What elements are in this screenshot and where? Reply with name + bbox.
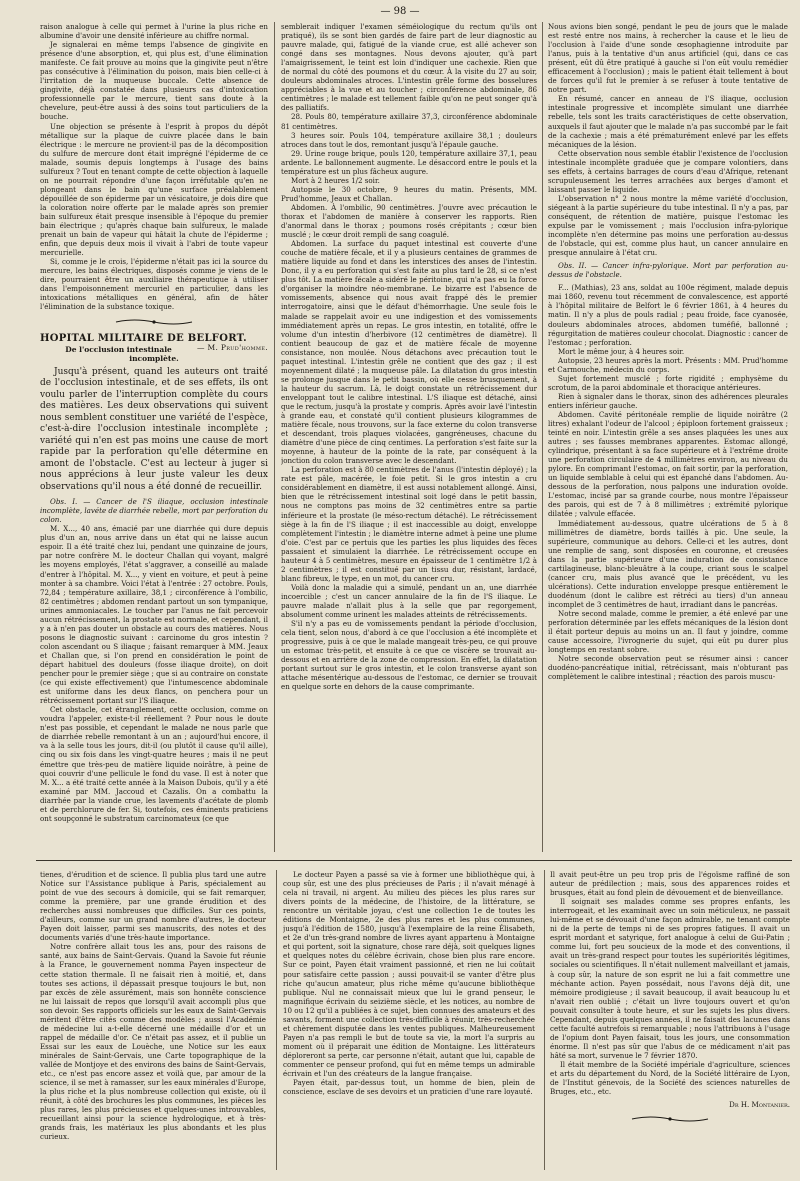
- obituary-column-3: [550, 870, 790, 1170]
- paragraph: Notre confrère allait tous les ans, pour des raisons de santé, aux bains de Saint-Gervais. Quand la Savoie fut réunie à la France, le gouvernement nomma Payen inspecteur de cette station thermale. Il ne faisait rien à moitié, et, dans toutes ses actions, il dépassait presque toujours le but, non par excès de zèle assurément, mais son honnête conscience ne lui laissait de repos que lorsqu'il avait accompli plus que son devoir. Ses rapports officiels sur les eaux de Saint-Gervais méritent d'être cités comme des modèles ; aussi l'Académie de médecine lui a-t-elle décerné une médaille d'or et un rappel de médaille d'or. Ce n'était pas assez, et il publie un Essai sur les eaux de Louèche, une Notice sur les eaux minérales de Saint-Gervais, une Carte topographique de la vallée de Montjoye et des environs des bains de Saint-Gervais, etc., ce n'est pas encore assez et voilà que, par amour de la science, il se met à ramasser, sur les eaux minérales d'Europe, la plus riche et la plus nombreuse collection qui existe, où il réunit, à côté des brochures les plus communes, les pièces les plus rares, les plus précieuses et quelques-unes introuvables, recueillant ainsi pour la science hydrologique, et à très-grands frais, les matériaux les plus abondants et les plus curieux.: [40, 942, 266, 1142]
- paragraph: Il avait peut-être un peu trop pris de l'égoïsme raffiné de son auteur de prédilection ; mais, sous des apparences roides et brusques, était au fond plein de dévouement et de bienveillance.: [550, 870, 790, 898]
- ornament-divider: [114, 318, 194, 326]
- paragraph: Autopsie, 23 heures après la mort. Présents : MM. Prud'homme et Carmouche, médecin du corps.: [548, 355, 788, 374]
- paragraph: Cette observation nous semble établir l'existence de l'occlusion intestinale incomplète graduée que je compare volontiers, dans ses effets, à certains barrages de cours d'eau d'Afrique, retenant scrupuleusement les terres arrachées aux berges d'amont et laissant passer le liquide.: [548, 148, 788, 194]
- paragraph: S'il n'y a pas eu de vomissements pendant la période d'occlusion, cela tient, selon nous, d'abord à ce que l'occlusion a été incomplète et progressive, puis à ce que le malade mangeait très-peu, ce qui prouve un estomac très-petit, et ensuite à ce que ce viscère se trouvait au-dessous et en arrière de la zone de compression. En effet, la dilatation portant surtout sur le gros intestin, et le colon transverse ayant son attache mésentérique au-dessous de l'estomac, ce dernier se trouvait en quelque sorte en dehors de la cause comprimante.: [281, 619, 537, 692]
- paragraph: Une objection se présente à l'esprit à propos du dépôt métallique sur la plaque de cuivre placée dans le bain électrique : le mercure ne provient-il pas de la décomposition du sulfure de mercure dont était imprégné l'épiderme de ce malade, soumis depuis longtemps à l'usage des bains sulfureux ? Tout en tenant compte de cette objection à laquelle on ne pourrait répondre d'une façon irréfutable qu'en ne plongeant dans le bain qu'une surface préalablement dépouillée de son épiderme par un vésicatoire, je dois dire que la coloration noire offerte par le malade après son premier bain sulfureux était presque insensible à l'époque du premier bain électrique ; qu'après chaque bain sulfureux, le malade prenait un bain de vapeur qui hâtait la chute de l'épiderme ; enfin, que depuis deux mois il vivait à l'abri de toute vapeur mercurielle.: [40, 121, 268, 258]
- paragraph: Cet obstacle, cet étranglement, cette occlusion, comme on voudra l'appeler, existe-t-il réellement ? Pour nous le doute n'est pas possible, et cependant le malade ne nous parle que de diarrhée rebelle remontant à un an ; aujourd'hui encore, il va à la selle tous les jours, dit-il (ou plutôt il cause qu'il aille), cinq ou six fois dans les vingt-quatre heures ; mais il ne peut émettre que très-peu de matière liquide noirâtre, à peine de quoi couvrir d'une pellicule le fond du vase. Il est à noter que M. X... a été traité cette année à la Maison Dubois, qu'il y a été examiné par MM. Jaccoud et Cazalis. On a combattu la diarrhée par la viande crue, les lavements d'acétate de plomb et de perchlorure de fer. Si, toutefois, ces éminents praticiens ont soupçonné le substratum carcinomateux (ce que: [40, 705, 268, 823]
- column-rule: [276, 870, 277, 1170]
- author-signature: Dr H. Montanier.: [729, 1100, 790, 1110]
- column-rule: [274, 22, 275, 852]
- article-column-1: [40, 22, 268, 852]
- paragraph: En résumé, cancer en anneau de l'S iliaque, occlusion intestinale progressive et incomplète simulant une diarrhée rebelle, tels sont les traits caractéristiques de cette observation, auxquels il faut ajouter que le malade n'a pas succombé par le fait de la cachexie ; mais a été prématurément enlevé par les effets mécaniques de la lésion.: [548, 94, 788, 149]
- paragraph: semblerait indiquer l'examen séméiologique du rectum qu'ils ont pratiqué), ils se sont bien gardés de faire part de leur diagnostic au pauvre malade, qui, fatigué de la viande crue, est allé achever son congé dans ses montagnes. Nous devons ajouter, qu'à part l'amaigrissement, le teint est loin d'indiquer une cachexie. Rien que de normal du côté des poumons et du cœur. À la visite du 27 au soir, douleurs abdominales atroces. L'intestin grêle forme des bosselures appréciables à la vue et au toucher ; circonférence abdominale, 86 centimètres ; le malade est tellement faible qu'on ne peut songer qu'à des palliatifs.: [281, 22, 537, 113]
- page-number: — 98 —: [380, 6, 420, 17]
- paragraph: Je signalerai en même temps l'absence de gingivite en présence d'une absorption, et, qui plus est, d'une élimination manifeste. Ce fait prouve au moins que la gingivite peut n'être pas consécutive à l'élimination du poison, mais bien celle-ci à l'irritation de la muqueuse buccale. Cette absence de gingivite, déjà constatée dans plusieurs cas d'intoxication professionnelle par le mercure, tient sans doute à la chevelure, peut-être aussi à des soins tout particuliers de la bouche.: [40, 40, 268, 122]
- paragraph: Rien à signaler dans le thorax, sinon des adhérences pleurales entiers inférieur gauche.: [548, 391, 788, 410]
- paragraph: Abdomen. À l'ombilic, 90 centimètres. J'ouvre avec précaution le thorax et l'abdomen de manière à conserver les rapports. Rien d'anormal dans le thorax ; poumons rosés crépitants ; cœur bien musclé ; le cœur droit rempli de sang coagulé.: [281, 202, 537, 240]
- paragraph: Abdomen. Cavité péritonéale remplie de liquide noirâtre (2 litres) exhalant l'odeur de l'alcool ; épiploon fortement graisseux ; teinté en noir. L'intestin grêle a ses anses plaquées les unes aux autres ; ses fausses membranes apparentes. Estomac allongé, cylindrique, présentant à sa face supérieure et à l'extrême droite une perforation circulaire de 4 millimètres environ, au niveau du pylore. En comprimant l'estomac, on fait sortir, par la perforation, un liquide semblable à celui qui est épanché dans l'abdomen. Au-dessous de la perforation, nous palpons une induration ovoïde. L'estomac, incisé par sa grande courbe, nous montre l'épaisseur des parois, qui est de 7 à 8 millimètres ; extrémité pylorique dilatée ; valvule effacée.: [548, 409, 788, 519]
- paragraph: Autopsie le 30 octobre, 9 heures du matin. Présents, MM. Prud'homme, Jeaux et Challan.: [281, 184, 537, 203]
- paragraph: Le docteur Payen a passé sa vie à former une bibliothèque qui, à coup sûr, est une des plus précieuses de Paris ; il n'avait ménagé à cela ni travail, ni argent. Au milieu des pièces les plus rares sur divers points de la médecine, de l'histoire, de la littérature, se rencontre un véritable joyau, c'est une collection 1e de toutes les éditions de Montaigne, 2e des plus rares et les plus communes, jusqu'à l'édition de 1580, jusqu'à l'exemplaire de la reine Élisabeth, et 2e d'un très-grand nombre de livres ayant appartenu à Montaigne et qui portent, soit la signature, chose rare déjà, soit quelques lignes et quelques notes du célèbre écrivain, chose bien plus rare encore. Sur ce point, Payen était vraiment passionné, et rien ne lui coûtait pour satisfaire cette passion ; aussi pouvait-il se vanter d'être plus riche qu'aucun amateur, plus riche même qu'aucune bibliothèque publique. Nul ne connaissait mieux que lui le grand penseur, le magnifique écrivain du seizième siècle, et les notices, au nombre de 10 ou 12 qu'il a publiées à ce sujet, bien connues des amateurs et des savants, forment une collection très-difficile à réunir, très-recherchée et chèrement disputée dans les ventes publiques. Malheureusement Payen n'a pas rempli le but de toute sa vie, la mort l'a surpris au moment où il préparait une édition de Montaigne. Les littérateurs déploreront sa perte, car personne n'était, autant que lui, capable de commenter ce penseur profond, qui fut en même temps un admirable écrivain et l'un des créateurs de la langue française.: [283, 870, 535, 1079]
- paragraph: Notre second malade, comme le premier, a été enlevé par une perforation déterminée par les effets mécaniques de la lésion dont il était porteur depuis au moins un an. Il faut y joindre, comme cause accessoire, l'ivrognerie du sujet, qui eût pu durer plus longtemps en restant sobre.: [548, 609, 788, 655]
- column-rule: [544, 870, 545, 1170]
- paragraph: Mort à 2 heures 1/2 soir.: [291, 175, 380, 185]
- paragraph: Voilà donc la maladie qui a simulé, pendant un an, une diarrhée incoercible ; c'est un cancer annulaire de la fin de l'S iliaque. Le pauvre malade n'allait plus à la selle que par regorgement, absolument comme urinent les malades atteints de rétrécissements.: [281, 582, 537, 620]
- paragraph: L'observation n° 2 nous montre la même variété d'occlusion, siégeant à la partie supérieure du tube intestinal. Il n'y a pas, par conséquent, de rétention de matière, puisque l'estomac les expulse par le vomissement ; mais l'occlusion infra-pylorique incomplète n'en détermine pas moins une perforation au-dessus de l'obstacle, qui est, comme plus haut, un cancer annulaire en presque annulaire à l'état cru.: [548, 193, 788, 258]
- paragraph: Nous avions bien songé, pendant le peu de jours que le malade est resté entre nos mains, à rechercher la cause et le lieu de l'occlusion à l'aide d'une sonde œsophagienne introduite par l'anus, puis à la tentative d'un anus artificiel (qui, dans ce cas présent, eût dû être pratiqué à gauche si l'on eût voulu remédier efficacement à l'occlusion) ; mais le patient était tellement à bout de forces qu'il fut le premier à se refuser à toute tentative de notre part.: [548, 22, 788, 95]
- paragraph: 3 heures soir. Pouls 104, température axillaire 38,1 ; douleurs atroces dans tout le dos, remontant jusqu'à l'épaule gauche.: [281, 130, 537, 149]
- paragraph: 28. Pouls 80, température axillaire 37,3, circonférence abdominale 81 centimètres.: [281, 112, 537, 131]
- article-subheading: De l'occlusion intestinale incomplète.: [65, 344, 179, 363]
- paragraph: Abdomen. La surface du paquet intestinal est couverte d'une couche de matière fécale, et il y a plusieurs centaines de grammes de matière liquide au fond et dans les interstices des anses de l'intestin. Donc, il y a eu perforation qui s'est faite au plus tard le 28, si ce n'est plus tôt. La matière fécale a sidéré le péritoine, qui n'a pas eu la force d'organiser la moindre néo-membrane. Le bizarre est l'absence de vomissements, absence qui nous avait frappé dès le premier interrogatoire, ainsi que le défaut d'hémorrhagie. Une seule fois le malade se rappelait avoir eu une indigestion et des vomissements immédiatement après un repas. Le gros intestin, en totalité, offre le volume d'un intestin d'herbivore (12 centimètres de diamètre). Il contient beaucoup de gaz et de matière fécale de moyenne consistance, non moulée. Nous détachons avec précaution tout le paquet intestinal. L'intestin grêle ne contient que des gaz ; il est moyennement dilaté ; la muqueuse pâle. La dilatation du gros intestin se prolonge jusque dans le petit bassin, où elle cesse brusquement, à la hauteur du sacrum. Là, le doigt constate un rétrécissement dur enveloppant tout le calibre intestinal. L'S iliaque est détaché, ainsi que le rectum, jusqu'à la prostate y compris. Après avoir lavé l'intestin à grande eau, et constaté qu'il contient plusieurs kilogrammes de matière fécale, nous trouvons, sur la face externe du colon transverse et descendant, trois plaques violacées, gangréneuses, chacune du diamètre d'une pièce de cinq centimes. La perforation s'est faite sur la moyenne, à hauteur de la pointe de la rate, par conséquent à la jonction du colon transverse avec le descendant.: [281, 239, 537, 466]
- lead-paragraph: Jusqu'à présent, quand les auteurs ont traité de l'occlusion intestinale, et de ses effets, ils ont voulu parler de l'interruption complète du cours des matières. Les deux observations qui suivent nous semblent constituer une variété de l'espèce, c'est-à-dire l'occlusion intestinale incomplète ; variété qui n'en est pas moins une cause de mort rapide par la perforation qu'elle détermine en amont de l'obstacle. C'est au lecteur à juger si nous apprécions à leur juste valeur les deux observations qu'il nous a été donné de recueillir.: [40, 366, 268, 492]
- paragraph: Sujet fortement musclé ; forte rigidité ; emphysème du scrotum, de la paroi abdominale et thoracique antérieures.: [548, 373, 788, 392]
- heading-author: — M. Prud'homme.: [197, 342, 268, 352]
- section-heading: [40, 332, 268, 352]
- paragraph: F... (Mathias), 23 ans, soldat au 100e régiment, malade depuis mai 1860, revenu tout récemment de convalescence, est apporté à l'hôpital militaire de Belfort le 6 février 1861, à 4 heures du matin. Il n'y a plus de pouls radial ; peau froide, face cyanosée, douleurs abdominales atroces, abdomen tuméfié, ballonné ; régurgitation de matières couleur chocolat. Diagnostic : cancer de l'estomac ; perforation.: [548, 283, 788, 347]
- paragraph: La perforation est à 80 centimètres de l'anus (l'intestin déployé) ; la rate est pâle, macérée, le foie petit. Si le gros intestin a cru considérablement en diamètre, il est aussi notablement allongé. Ainsi, bien que le rétrécissement intestinal soit logé dans le petit bassin, nous ne comptons pas moins de 32 centimètres entre sa partie inférieure et la prostate (le méso-rectum détaché). Le rétrécissement siège à la fin de l'S iliaque ; il est inaccessible au doigt, enveloppe complètement l'intestin ; le diamètre interne admet à peine une plume d'oie. C'est par ce pertuis que les parties les plus liquides des fèces passaient et simulaient la diarrhée. Le rétrécissement occupe en hauteur 4 à 5 centimètres, mesure en épaisseur de 1 centimètre 1/2 à 2 centimètres ; il est constitué par un tissu dur, résistant, lardacé, blanc fibreux, le type, en un mot, du cancer cru.: [281, 465, 537, 583]
- paragraph: Si, comme je le crois, l'épiderme n'était pas ici la source du mercure, les bains électriques, disposés comme je viens de le dire, pourraient être un auxiliaire thérapeutique à utiliser dans l'empoisonnement mercuriel en particulier, dans les intoxications métalliques en général, afin de hâter l'élimination de la substance toxique.: [40, 257, 268, 312]
- paragraph: Mort le même jour, à 4 heures soir.: [558, 346, 685, 356]
- paragraph: Immédiatement au-dessous, quatre ulcérations de 5 à 8 millimètres de diamètre, bords taillés à pic. Une seule, la supérieure, communique au dehors. Celle-ci et les autres, dont une remplie de sang, sont disposées en couronne, et creusées dans la partie supérieure d'une induration de consistance cartilagineuse, blanc-bleuâtre à la coupe, criant sous le scalpel (cancer cru, mais plus avancé que le précédent, vu les ulcérations). Cette induration enveloppe presque entièrement le duodénum (dont le calibre est rétréci au tiers) d'un anneau incomplet de 3 centimètres de haut, irradiant dans le pancréas.: [548, 518, 788, 609]
- paragraph: tienes, d'érudition et de science. Il publia plus tard une autre Notice sur l'Assistance publique à Paris, spécialement au point de vue des secours à domicile, qui se fait remarquer, comme la première, par une grande érudition et des recherches aussi nombreuses que difficiles. Sur ces points, d'ailleurs, comme sur un grand nombre d'autres, le docteur Payen doit laisser, parmi ses manuscrits, des notes et des documents variés d'une très-haute importance.: [40, 870, 266, 943]
- paragraph: Il soignait ses malades comme ses propres enfants, les interrogeait, et les examinait avec un soin méticuleux, ne passait lui-même et se dévouait d'une façon admirable, ne tenant compte ni de la perte de temps ni de ses propres fatigues. Il avait un esprit mordant et satyrique, fort analogue à celui de Gui-Patin ; comme lui, fort peu soucieux de la mode et des conventions, il avait un très-grand respect pour toutes les supériorités légitimes, sociales ou scientifiques. Il n'était nullement malveillant et jamais, à coup sûr, la nature de son esprit ne lui a fait commettre une méchante action. Payen possédait, nous l'avons déjà dit, une mémoire prodigieuse ; il savait beaucoup, il avait beaucoup lu et n'avait rien oublié ; c'était un livre toujours ouvert et qu'on pouvait consulter à toute heure, et sur les sujets les plus divers. Cependant, depuis quelques années, il ne faisait des lacunes dans cette faculté autrefois si remarquable ; nous l'attribuons à l'usage de l'opium dont Payen faisait, tous les jours, une consommation énorme. Il n'est pas sûr que l'abus de ce médicament n'ait pas hâté sa mort, survenue le 7 février 1870.: [550, 897, 790, 1060]
- paragraph: Payen était, par-dessus tout, un homme de bien, plein de conscience, esclave de ses devoirs et un praticien d'une rare loyauté.: [283, 1078, 535, 1097]
- hospital-heading: HOPITAL MILITAIRE DE BELFORT.: [40, 332, 247, 344]
- obituary-column-1: [40, 870, 266, 1170]
- paragraph: 29. Urine rouge brique, pouls 120, température axillaire 37,1, peau ardente. Le ballonnement augmente. Le désaccord entre le pouls et la température est un plus fâcheux augure.: [281, 148, 537, 176]
- section-separator-rule: [36, 860, 792, 861]
- paragraph: M. X..., 40 ans, émacié par une diarrhée qui dure depuis plus d'un an, nous arrive dans un état qui ne laisse aucun espoir. Il a été traité chez lui, pendant une quinzaine de jours, par notre confrère M. le docteur Challan qui voyant, malgré les moyens employés, l'état s'aggraver, a conseillé au malade d'entrer à l'hôpital. M. X..., y vient en voiture, et peut à peine monter à sa chambre. Voici l'état à l'entrée : 27 octobre. Pouls, 72,84 ; température axillaire, 38,1 ; circonférence à l'ombilic, 82 centimètres ; abdomen rendant partout un son tympanique, urines ammoniacales. Le toucher par l'anus ne fait percevoir aucun rétrécissement, la prostate est normale, et cependant, il y a à n'en pas douter un obstacle au cours des matières. Nous posons le diagnostic suivant : carcinome du gros intestin ? colon ascendant ou S iliaque ; faisant remarquer à MM. Jeaux et Challan que, si l'on prend en considération le point de départ habituel des douleurs (fosse iliaque droite), on doit pencher pour le premier siège ; que si au contraire on constate (ce qui existe effectivement) que l'intumescence abdominale est uniforme dans les deux flancs, on penchera pour un rétrécissement portant sur l'S iliaque.: [40, 524, 268, 706]
- article-column-2: [281, 22, 537, 852]
- lead-paragraph-block: [40, 367, 268, 494]
- observation-title: Obs. I. — Cancer de l'S iliaque, occlusion intestinale incomplète, lavéte de diarrhée rebelle, mort par perforation du colon.: [40, 497, 268, 525]
- column-rule: [542, 22, 543, 852]
- paragraph: Notre seconde observation peut se résumer ainsi : cancer duodéno-pancréatique initial, rétrécissant, mais n'obturant pas complètement le calibre intestinal ; réaction des parois muscu-: [548, 654, 788, 682]
- article-column-3: [548, 22, 788, 852]
- obituary-column-2: [283, 870, 535, 1170]
- observation-title: Obs. II. — Cancer infra-pylorique. Mort par perforation au-dessus de l'obstacle.: [548, 261, 788, 280]
- paragraph: raison analogue à celle qui permet à l'urine la plus riche en albumine d'avoir une densité inférieure au chiffre normal.: [40, 22, 268, 41]
- paragraph: Il était membre de la Société impériale d'agriculture, sciences et arts du département du Nord, de la Société littéraire de Lyon, de l'Institut génevois, de la Société des sciences naturelles de Bruges, etc., etc.: [550, 1059, 790, 1097]
- ornament-divider: [630, 1115, 710, 1123]
